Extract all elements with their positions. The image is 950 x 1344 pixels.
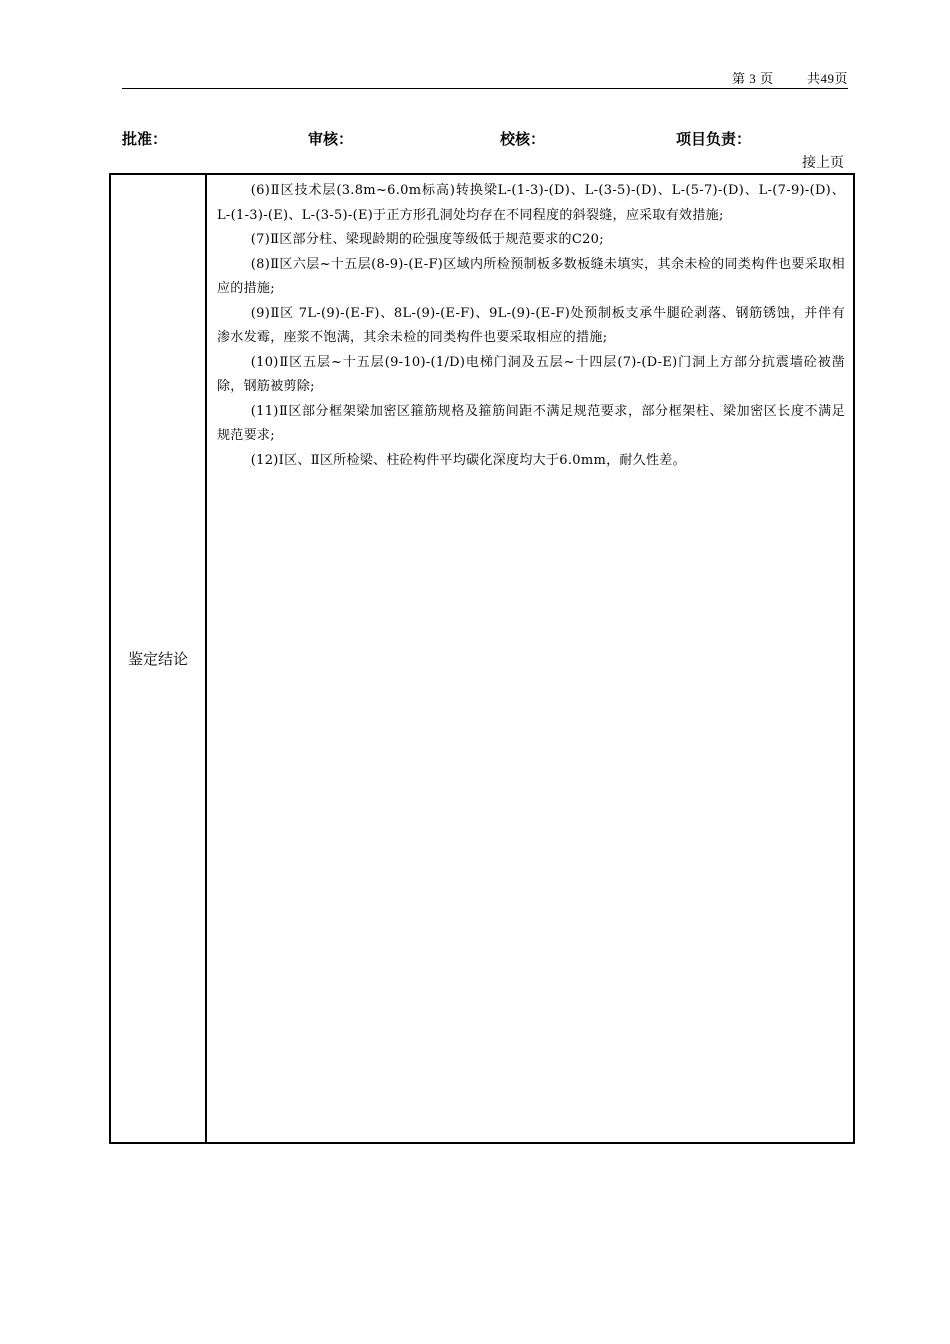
review-label: 审核： bbox=[308, 130, 354, 148]
approve-label: 批准： bbox=[122, 130, 168, 148]
conclusion-label: 鉴定结论 bbox=[111, 175, 207, 1142]
conclusion-table bbox=[109, 173, 855, 1144]
page-current: 3 bbox=[749, 71, 757, 86]
page-number bbox=[732, 68, 848, 87]
conclusion-item-9: (9)Ⅱ区 7L-(9)-(E-F)、8L-(9)-(E-F)、9L-(9)-(E-F)处预制板支承牛腿砼剥落、钢筋锈蚀，并伴有渗水发霉，座浆不饱满，其余未检的同类构件也要采取相应的措施; bbox=[217, 305, 845, 345]
conclusion-item-10: (10)Ⅱ区五层~十五层(9-10)-(1/D)电梯门洞及五层~十四层(7)-(D-E)门洞上方部分抗震墙砼被凿除，钢筋被剪除; bbox=[217, 354, 845, 394]
conclusion-item-11: (11)Ⅱ区部分框架梁加密区箍筋规格及箍筋间距不满足规范要求，部分框架柱、梁加密区长度不满足规范要求; bbox=[217, 403, 845, 443]
page-prefix: 第 bbox=[731, 71, 746, 86]
conclusion-item-8: (8)Ⅱ区六层~十五层(8-9)-(E-F)区域内所检预制板多数板缝未填实，其余未检的同类构件也要采取相应的措施; bbox=[217, 256, 845, 296]
check-label: 校核： bbox=[500, 130, 546, 148]
page-total: 共49页 bbox=[806, 71, 848, 86]
page-header bbox=[122, 64, 848, 89]
conclusion-item-12: (12)Ⅰ区、Ⅱ区所检梁、柱砼构件平均碳化深度均大于6.0mm，耐久性差。 bbox=[250, 452, 686, 468]
continued-label: 接上页 bbox=[802, 155, 844, 171]
conclusion-content bbox=[207, 175, 853, 1142]
conclusion-item-7: (7)Ⅱ区部分柱、梁现龄期的砼强度等级低于规范要求的C20; bbox=[250, 232, 604, 247]
project-lead-label: 项目负责： bbox=[676, 130, 752, 148]
conclusion-item-6: (6)Ⅱ区技术层(3.8m~6.0m标高)转换梁L-(1-3)-(D)、L-(3-5)-(D)、L-(5-7)-(D)、L-(7-9)-(D)、L-(1-3)-(E)、L-(3-5)-(E)于正方形孔洞处均存在不同程度的斜裂缝，应采取有效措施; bbox=[217, 183, 845, 223]
page-suffix: 页 bbox=[759, 71, 774, 86]
